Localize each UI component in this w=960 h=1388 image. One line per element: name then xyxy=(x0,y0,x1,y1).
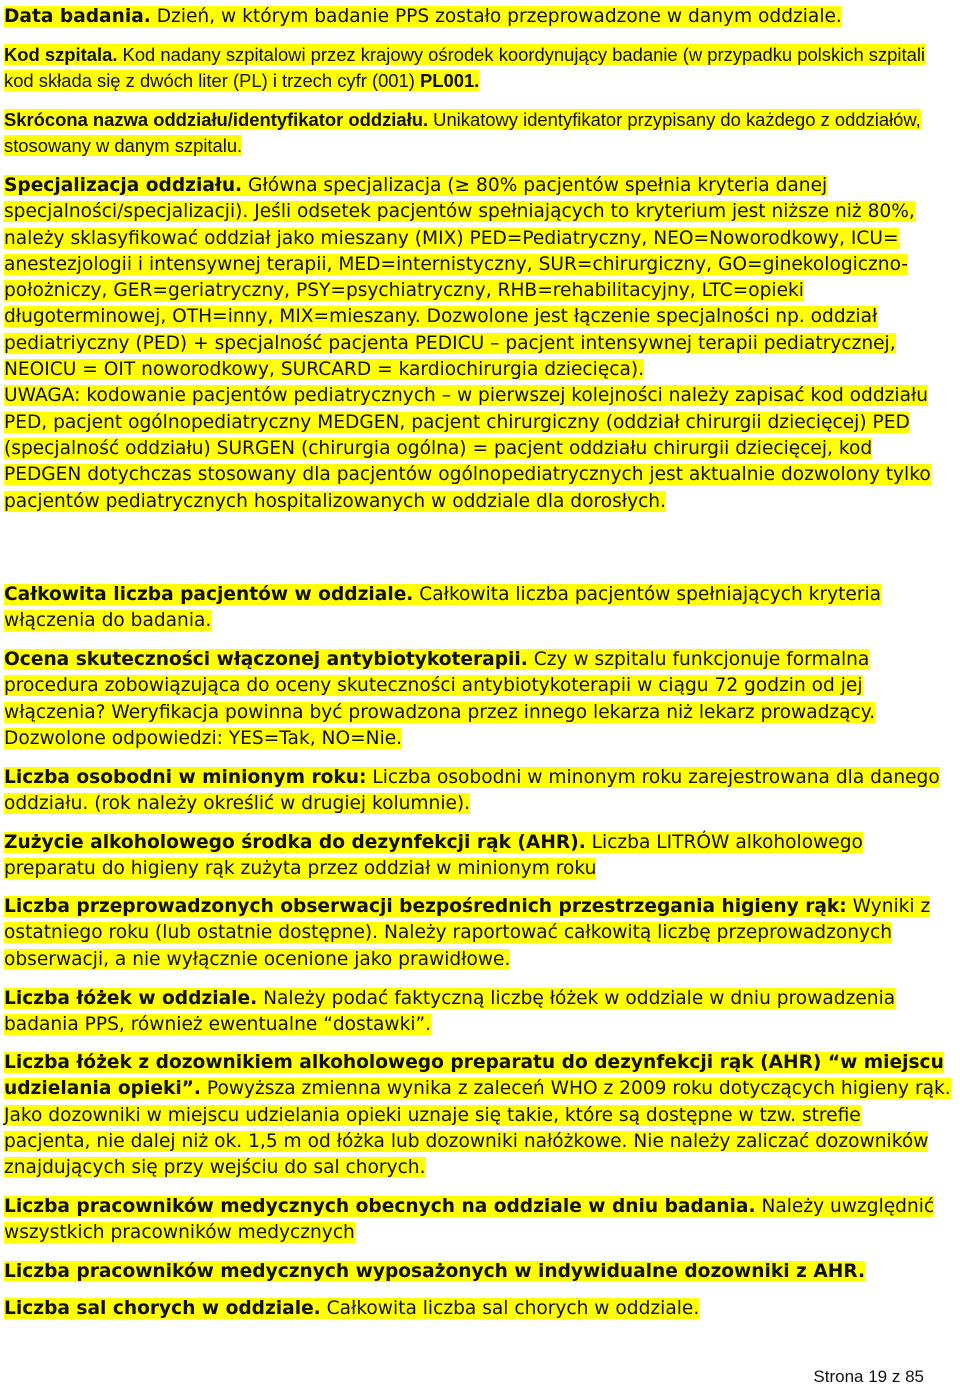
term-label: Data badania. xyxy=(4,6,151,27)
term-label: Liczba łóżek w oddziale. xyxy=(4,988,258,1009)
term-description: Należy uwzględnić wszystkich pracowników medycznych xyxy=(4,1196,935,1244)
term-label: Liczba osobodni w minionym roku: xyxy=(4,767,367,788)
term-description: Powyższa zmienna wynika z zaleceń WHO z 2009 roku dotyczących higieny rąk. Jako dozowniki w miejscu udzielania opieki uznaje się takie, które są dostępne w tzw. strefie pacjenta, nie dalej niż ok. 1,5 m od łóżka lub dozowniki nałóżkowe. Nie należy zaliczać dozowników znajdujących się przy wejściu do sal chorych. xyxy=(4,1078,951,1179)
term-description: Główna specjalizacja (≥ 80% pacjentów spełnia kryteria danej specjalności/specjalizacji). Jeśli odsetek pacjentów spełniających to kryterium jest niższe niż 80%, należy sklasyfikować oddział jako mieszany (MIX) PED=Pediatryczny, NEO=Noworodkowy, ICU= anestezjologii i intensywnej terapii, MED=internistyczny, SUR=chirurgiczny, GO=ginekologiczno-położniczy, GER=geriatryczny, PSY=psychiatryczny, RHB=rehabilitacyjny, LTC=opieki długoterminowej, OTH=inny, MIX=mieszany. Dozwolone jest łączenie specjalności np. oddział pediatriyczny (PED) + specjalność pacjenta PEDICU – pacjent intensywnej terapii pediatrycznej, NEOICU = OIT noworodkowy, SURCARD = kardiochirurgia dziecięca). xyxy=(4,175,915,381)
term-label: Liczba pracowników medycznych wyposażonych w indywidualne dozowniki z AHR. xyxy=(4,1261,866,1282)
term-description: Wyniki z ostatniego roku (lub ostatnie dostępne). Należy raportować całkowitą liczbę przeprowadzonych obserwacji, a nie wyłącznie ocenione jako prawidłowe. xyxy=(4,896,931,970)
term-label: Całkowita liczba pacjentów w oddziale. xyxy=(4,584,414,605)
field-obserwacje-higieny xyxy=(4,894,952,973)
field-specjalizacja xyxy=(4,173,952,515)
term-label: Liczba sal chorych w oddziale. xyxy=(4,1298,321,1319)
term-label: Kod szpitala. xyxy=(4,44,118,65)
field-kod-szpitala xyxy=(4,42,952,95)
field-sale-chorych xyxy=(4,1296,699,1322)
term-description: Unikatowy identyfikator przypisany do każdego z oddziałów, stosowany w danym szpitalu. xyxy=(4,109,921,157)
term-label: Zużycie alkoholowego środka do dezynfekcji rąk (AHR). xyxy=(4,832,586,853)
note-uwaga: UWAGA: kodowanie pacjentów pediatrycznych – w pierwszej kolejności należy zapisać kod oddziału PED, pacjent ogólnopediatryczny MEDGEN, pacjent chirurgiczny (oddział chirurgii dziecięcej) PED (specjalność oddziału) SURGEN (chirurgia ogólna) = pacjent oddziału chirurgii dziecięcej, kod PEDGEN dotychczas stosowany dla pacjentów ogólnopediatrycznych jest aktualnie dozwolony tylko pacjentów pediatrycznych hospitalizowanych w oddziale dla dorosłych. xyxy=(4,385,931,512)
field-pracownicy-obecni xyxy=(4,1194,952,1247)
field-zuzycie-ahr xyxy=(4,830,952,883)
term-description: Czy w szpitalu funkcjonuje formalna procedura zobowiązująca do oceny skuteczności antybiotykoterapii w ciągu 72 godzin od jej włączenia? Weryfikacja powinna być prowadzona przez innego lekarza niż lekarz prowadzący. Dozwolone odpowiedzi: YES=Tak, NO=Nie. xyxy=(4,649,876,749)
term-label: Liczba przeprowadzonych obserwacji bezpośrednich przestrzegania higieny rąk: xyxy=(4,896,847,917)
field-ocena-antybiotykoterapii xyxy=(4,647,952,752)
term-label: Skrócona nazwa oddziału/identyfikator oddziału. xyxy=(4,109,429,130)
term-description: Całkowita liczba sal chorych w oddziale. xyxy=(320,1298,700,1319)
term-label: Liczba łóżek z dozownikiem alkoholowego preparatu do dezynfekcji rąk (AHR) “w miejscu udzielania opieki”. xyxy=(4,1052,944,1100)
field-pracownicy-dozowniki xyxy=(4,1259,865,1285)
field-nazwa-oddzialu xyxy=(4,107,952,160)
field-liczba-lozek xyxy=(4,986,952,1039)
term-description: Kod nadany szpitalowi przez krajowy ośrodek koordynujący badanie (w przypadku polskich szpitali kod składa się z dwóch liter (PL) i trzech cyfr (001) xyxy=(4,44,925,92)
term-description: Dzień, w którym badanie PPS zostało przeprowadzone w danym oddziale. xyxy=(150,6,842,27)
term-description: Całkowita liczba pacjentów spełniających kryteria włączenia do badania. xyxy=(4,584,882,632)
field-lozka-z-dozownikiem xyxy=(4,1050,952,1181)
hospital-code: PL001. xyxy=(419,70,480,92)
field-osobodni xyxy=(4,765,952,818)
term-label: Liczba pracowników medycznych obecnych na oddziale w dniu badania. xyxy=(4,1196,756,1217)
term-description: Liczba LITRÓW alkoholowego preparatu do higieny rąk zużyta przez oddział w minionym roku xyxy=(4,832,863,880)
term-description: Liczba osobodni w minonym roku zarejestrowana dla danego oddziału. (rok należy określić w drugiej kolumnie). xyxy=(4,767,940,815)
page-number: Strona 19 z 85 xyxy=(813,1367,924,1386)
field-liczba-pacjentow xyxy=(4,582,952,635)
term-label: Ocena skuteczności włączonej antybiotykoterapii. xyxy=(4,649,528,670)
term-label: Specjalizacja oddziału. xyxy=(4,175,243,196)
field-data-badania xyxy=(4,4,842,30)
term-description: Należy podać faktyczną liczbę łóżek w oddziale w dniu prowadzenia badania PPS, również ewentualne “dostawki”. xyxy=(4,988,896,1036)
